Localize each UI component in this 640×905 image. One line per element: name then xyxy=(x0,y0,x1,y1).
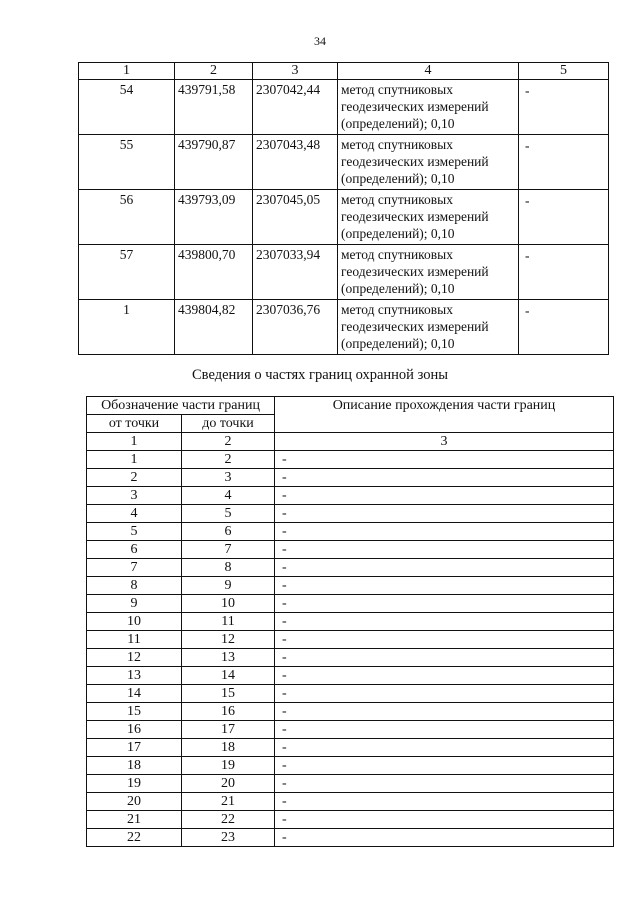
description-cell: - xyxy=(275,577,614,595)
parts-table-body xyxy=(87,451,614,847)
coordinate-row xyxy=(79,190,609,245)
to-point-cell: 14 xyxy=(182,667,275,685)
boundary-part-row xyxy=(87,793,614,811)
from-point-cell: 4 xyxy=(87,505,182,523)
boundary-part-row xyxy=(87,829,614,847)
from-point-cell: 21 xyxy=(87,811,182,829)
from-point-cell: 11 xyxy=(87,631,182,649)
boundary-part-row xyxy=(87,631,614,649)
boundary-part-row xyxy=(87,757,614,775)
method-cell: метод спутниковых геодезических измерений (определений); 0,10 xyxy=(338,245,519,300)
column-number: 1 xyxy=(87,433,182,451)
description-cell: - xyxy=(275,793,614,811)
point-number-cell: 1 xyxy=(79,300,175,355)
from-point-cell: 12 xyxy=(87,649,182,667)
from-point-cell: 8 xyxy=(87,577,182,595)
boundary-parts-table xyxy=(86,396,614,847)
column-number: 3 xyxy=(275,433,614,451)
header-from-point: от точки xyxy=(87,415,182,433)
y-coordinate-cell: 2307036,76 xyxy=(253,300,338,355)
description-cell: - xyxy=(275,703,614,721)
to-point-cell: 9 xyxy=(182,577,275,595)
coordinates-header-row xyxy=(79,63,609,80)
boundary-part-row xyxy=(87,451,614,469)
description-cell: - xyxy=(275,505,614,523)
point-number-cell: 54 xyxy=(79,80,175,135)
parts-column-numbers-row xyxy=(87,433,614,451)
note-cell: - xyxy=(519,135,609,190)
description-cell: - xyxy=(275,523,614,541)
boundary-part-row xyxy=(87,595,614,613)
column-header: 3 xyxy=(253,63,338,80)
note-cell: - xyxy=(519,245,609,300)
coordinates-table xyxy=(78,62,609,355)
description-cell: - xyxy=(275,613,614,631)
boundary-part-row xyxy=(87,649,614,667)
y-coordinate-cell: 2307043,48 xyxy=(253,135,338,190)
section-title: Сведения о частях границ охранной зоны xyxy=(192,367,448,383)
coordinate-row xyxy=(79,300,609,355)
description-cell: - xyxy=(275,649,614,667)
y-coordinate-cell: 2307033,94 xyxy=(253,245,338,300)
boundary-part-row xyxy=(87,469,614,487)
from-point-cell: 13 xyxy=(87,667,182,685)
boundary-part-row xyxy=(87,739,614,757)
to-point-cell: 6 xyxy=(182,523,275,541)
header-boundary-designation: Обозначение части границ xyxy=(87,397,275,415)
note-cell: - xyxy=(519,300,609,355)
boundary-part-row xyxy=(87,577,614,595)
boundary-part-row xyxy=(87,811,614,829)
column-header: 2 xyxy=(175,63,253,80)
to-point-cell: 21 xyxy=(182,793,275,811)
boundary-part-row xyxy=(87,703,614,721)
description-cell: - xyxy=(275,559,614,577)
from-point-cell: 1 xyxy=(87,451,182,469)
from-point-cell: 22 xyxy=(87,829,182,847)
to-point-cell: 15 xyxy=(182,685,275,703)
method-cell: метод спутниковых геодезических измерений (определений); 0,10 xyxy=(338,80,519,135)
to-point-cell: 4 xyxy=(182,487,275,505)
from-point-cell: 19 xyxy=(87,775,182,793)
description-cell: - xyxy=(275,487,614,505)
boundary-part-row xyxy=(87,775,614,793)
to-point-cell: 3 xyxy=(182,469,275,487)
to-point-cell: 11 xyxy=(182,613,275,631)
method-cell: метод спутниковых геодезических измерений (определений); 0,10 xyxy=(338,300,519,355)
to-point-cell: 7 xyxy=(182,541,275,559)
description-cell: - xyxy=(275,685,614,703)
description-cell: - xyxy=(275,775,614,793)
to-point-cell: 17 xyxy=(182,721,275,739)
description-cell: - xyxy=(275,757,614,775)
boundary-part-row xyxy=(87,523,614,541)
to-point-cell: 20 xyxy=(182,775,275,793)
from-point-cell: 17 xyxy=(87,739,182,757)
description-cell: - xyxy=(275,469,614,487)
to-point-cell: 16 xyxy=(182,703,275,721)
x-coordinate-cell: 439793,09 xyxy=(175,190,253,245)
column-header: 4 xyxy=(338,63,519,80)
x-coordinate-cell: 439790,87 xyxy=(175,135,253,190)
boundary-part-row xyxy=(87,721,614,739)
boundary-part-row xyxy=(87,667,614,685)
from-point-cell: 2 xyxy=(87,469,182,487)
to-point-cell: 23 xyxy=(182,829,275,847)
coordinates-table-body xyxy=(79,80,609,355)
coordinate-row xyxy=(79,80,609,135)
point-number-cell: 55 xyxy=(79,135,175,190)
from-point-cell: 9 xyxy=(87,595,182,613)
to-point-cell: 12 xyxy=(182,631,275,649)
boundary-part-row xyxy=(87,685,614,703)
note-cell: - xyxy=(519,80,609,135)
x-coordinate-cell: 439791,58 xyxy=(175,80,253,135)
to-point-cell: 13 xyxy=(182,649,275,667)
to-point-cell: 2 xyxy=(182,451,275,469)
y-coordinate-cell: 2307042,44 xyxy=(253,80,338,135)
to-point-cell: 10 xyxy=(182,595,275,613)
from-point-cell: 5 xyxy=(87,523,182,541)
to-point-cell: 19 xyxy=(182,757,275,775)
header-description: Описание прохождения части границ xyxy=(275,397,614,433)
coordinate-row xyxy=(79,135,609,190)
column-header: 1 xyxy=(79,63,175,80)
point-number-cell: 56 xyxy=(79,190,175,245)
column-number: 2 xyxy=(182,433,275,451)
from-point-cell: 14 xyxy=(87,685,182,703)
description-cell: - xyxy=(275,541,614,559)
from-point-cell: 15 xyxy=(87,703,182,721)
x-coordinate-cell: 439804,82 xyxy=(175,300,253,355)
boundary-part-row xyxy=(87,541,614,559)
to-point-cell: 18 xyxy=(182,739,275,757)
description-cell: - xyxy=(275,631,614,649)
from-point-cell: 3 xyxy=(87,487,182,505)
from-point-cell: 16 xyxy=(87,721,182,739)
to-point-cell: 8 xyxy=(182,559,275,577)
coordinate-row xyxy=(79,245,609,300)
boundary-part-row xyxy=(87,613,614,631)
parts-header-row xyxy=(87,397,614,415)
description-cell: - xyxy=(275,811,614,829)
from-point-cell: 10 xyxy=(87,613,182,631)
column-header: 5 xyxy=(519,63,609,80)
method-cell: метод спутниковых геодезических измерений (определений); 0,10 xyxy=(338,135,519,190)
from-point-cell: 6 xyxy=(87,541,182,559)
description-cell: - xyxy=(275,451,614,469)
boundary-part-row xyxy=(87,487,614,505)
to-point-cell: 22 xyxy=(182,811,275,829)
boundary-part-row xyxy=(87,505,614,523)
page-number: 34 xyxy=(314,34,326,48)
from-point-cell: 18 xyxy=(87,757,182,775)
description-cell: - xyxy=(275,667,614,685)
header-to-point: до точки xyxy=(182,415,275,433)
x-coordinate-cell: 439800,70 xyxy=(175,245,253,300)
point-number-cell: 57 xyxy=(79,245,175,300)
description-cell: - xyxy=(275,721,614,739)
from-point-cell: 7 xyxy=(87,559,182,577)
to-point-cell: 5 xyxy=(182,505,275,523)
note-cell: - xyxy=(519,190,609,245)
from-point-cell: 20 xyxy=(87,793,182,811)
description-cell: - xyxy=(275,739,614,757)
description-cell: - xyxy=(275,829,614,847)
y-coordinate-cell: 2307045,05 xyxy=(253,190,338,245)
boundary-part-row xyxy=(87,559,614,577)
method-cell: метод спутниковых геодезических измерений (определений); 0,10 xyxy=(338,190,519,245)
description-cell: - xyxy=(275,595,614,613)
